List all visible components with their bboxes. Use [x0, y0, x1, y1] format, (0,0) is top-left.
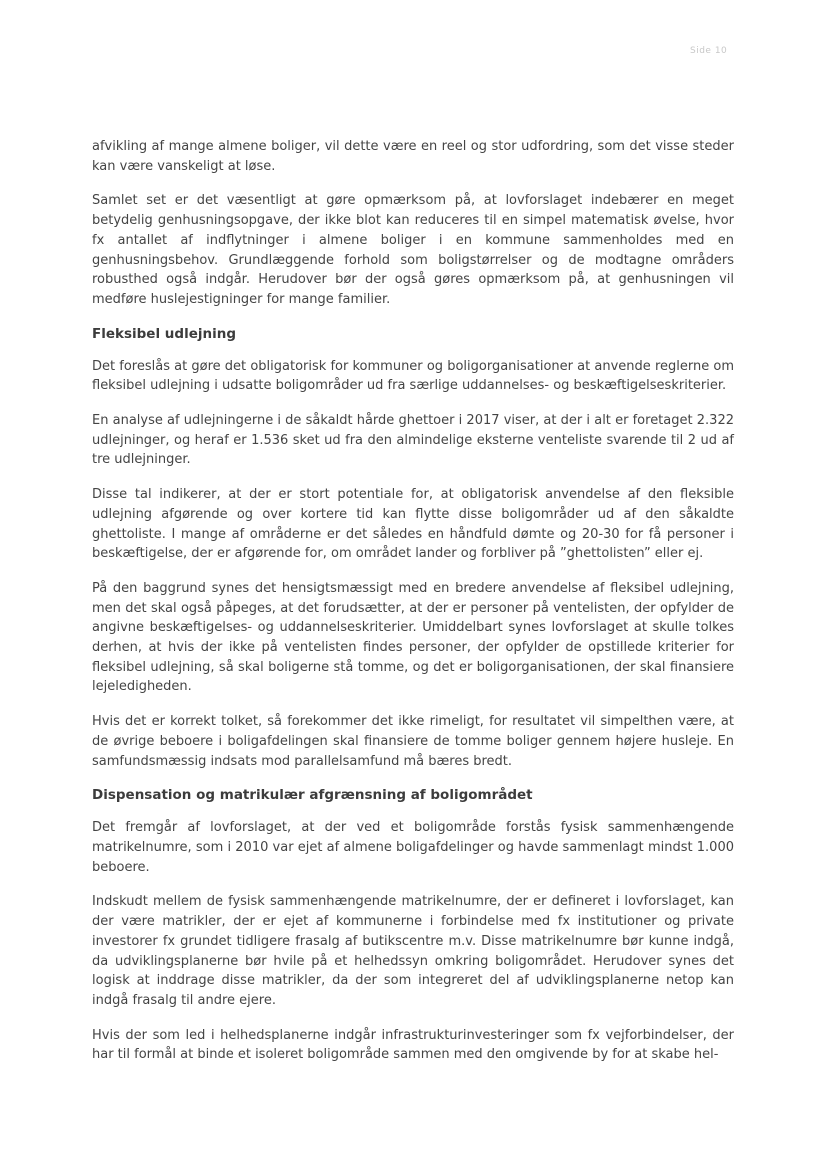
paragraph: Disse tal indikerer, at der er stort potentiale for, at obligatorisk anvendelse af den fleksible udlejning afgørende og over kortere tid kan flytte disse boligområder ud af den såkaldte ghettoliste. I mange af områderne er det således en håndfuld dømte og 20-30 for få personer i beskæftigelse, der er afgørende for, om området lander og forbliver på ”ghettolisten” eller ej. — [92, 487, 734, 562]
paragraph: Hvis der som led i helhedsplanerne indgår infrastrukturinvesteringer som fx vejforbindelser, der har til formål at binde et isoleret boligområde sammen med den omgivende by for at skabe hel- — [92, 1027, 734, 1063]
paragraph: Samlet set er det væsentligt at gøre opmærksom på, at lovforslaget indebærer en meget betydelig genhusningsopgave, der ikke blot kan reduceres til en simpel matematisk øvelse, hvor fx antallet af indflytninger i almene boliger i en kommune sammenholdes med en genhusningsbehov. Grundlæggende forhold som boligstørrelser og de modtagne områders robusthed også indgår. Herudover bør der også gøres opmærksom på, at genhusningen vil medføre huslejestigninger for mange familier. — [92, 193, 734, 307]
paragraph: Hvis det er korrekt tolket, så forekommer det ikke rimeligt, for resultatet vil simpelthen være, at de øvrige beboere i boligafdelingen skal finansiere de tomme boliger gennem højere husleje. En samfundsmæssig indsats mod parallelsamfund må bæres bredt. — [92, 714, 734, 769]
paragraph: På den baggrund synes det hensigtsmæssigt med en bredere anvendelse af fleksibel udlejning, men det skal også påpeges, at det forudsætter, at der er personer på ventelisten, der opfylder de angivne beskæftigelses- og uddannelseskriterier. Umiddelbart synes lovforslaget at skulle tolkes derhen, at hvis der ikke på ventelisten findes personer, der opfylder de opstillede kriterier for fleksibel udlejning, så skal boligerne stå tomme, og det er boligorganisationen, der skal finansiere lejeledigheden. — [92, 580, 734, 695]
document-body — [92, 137, 734, 1080]
paragraph: En analyse af udlejningerne i de såkaldt hårde ghettoer i 2017 viser, at der i alt er foretaget 2.322 udlejninger, og heraf er 1.536 sket ud fra den almindelige eksterne venteliste svarende til 2 ud af tre udlejninger. — [92, 413, 734, 468]
paragraph: Det fremgår af lovforslaget, at der ved et boligområde forstås fysisk sammenhængende matrikelnumre, som i 2010 var ejet af almene boligafdelinger og havde sammenlagt mindst 1.000 beboere. — [92, 820, 734, 875]
section-heading-dispensation: Dispensation og matrikulær afgrænsning af boligområdet — [92, 787, 533, 804]
paragraph: Indskudt mellem de fysisk sammenhængende matrikelnumre, der er defineret i lovforslaget, kan der være matrikler, der er ejet af kommunerne i forbindelse med fx institutioner og private investorer fx grundet tidligere frasalg af butikscentre m.v. Disse matrikelnumre bør kunne indgå, da udviklingsplanerne bør hvile på et helhedssyn omkring boligområdet. Herudover synes det logisk at inddrage disse matrikler, da der som integreret del af udviklingsplanerne netop kan indgå frasalg til andre ejere. — [92, 894, 734, 1008]
section-heading-fleksibel-udlejning: Fleksibel udlejning — [92, 325, 236, 342]
paragraph: afvikling af mange almene boliger, vil dette være en reel og stor udfordring, som det visse steder kan være vanskeligt at løse. — [92, 139, 734, 174]
paragraph: Det foreslås at gøre det obligatorisk for kommuner og boligorganisationer at anvende reglerne om fleksibel udlejning i udsatte boligområder ud fra særlige uddannelses- og beskæftigelseskriterier. — [92, 358, 734, 394]
page-number: Side 10 — [690, 46, 728, 56]
